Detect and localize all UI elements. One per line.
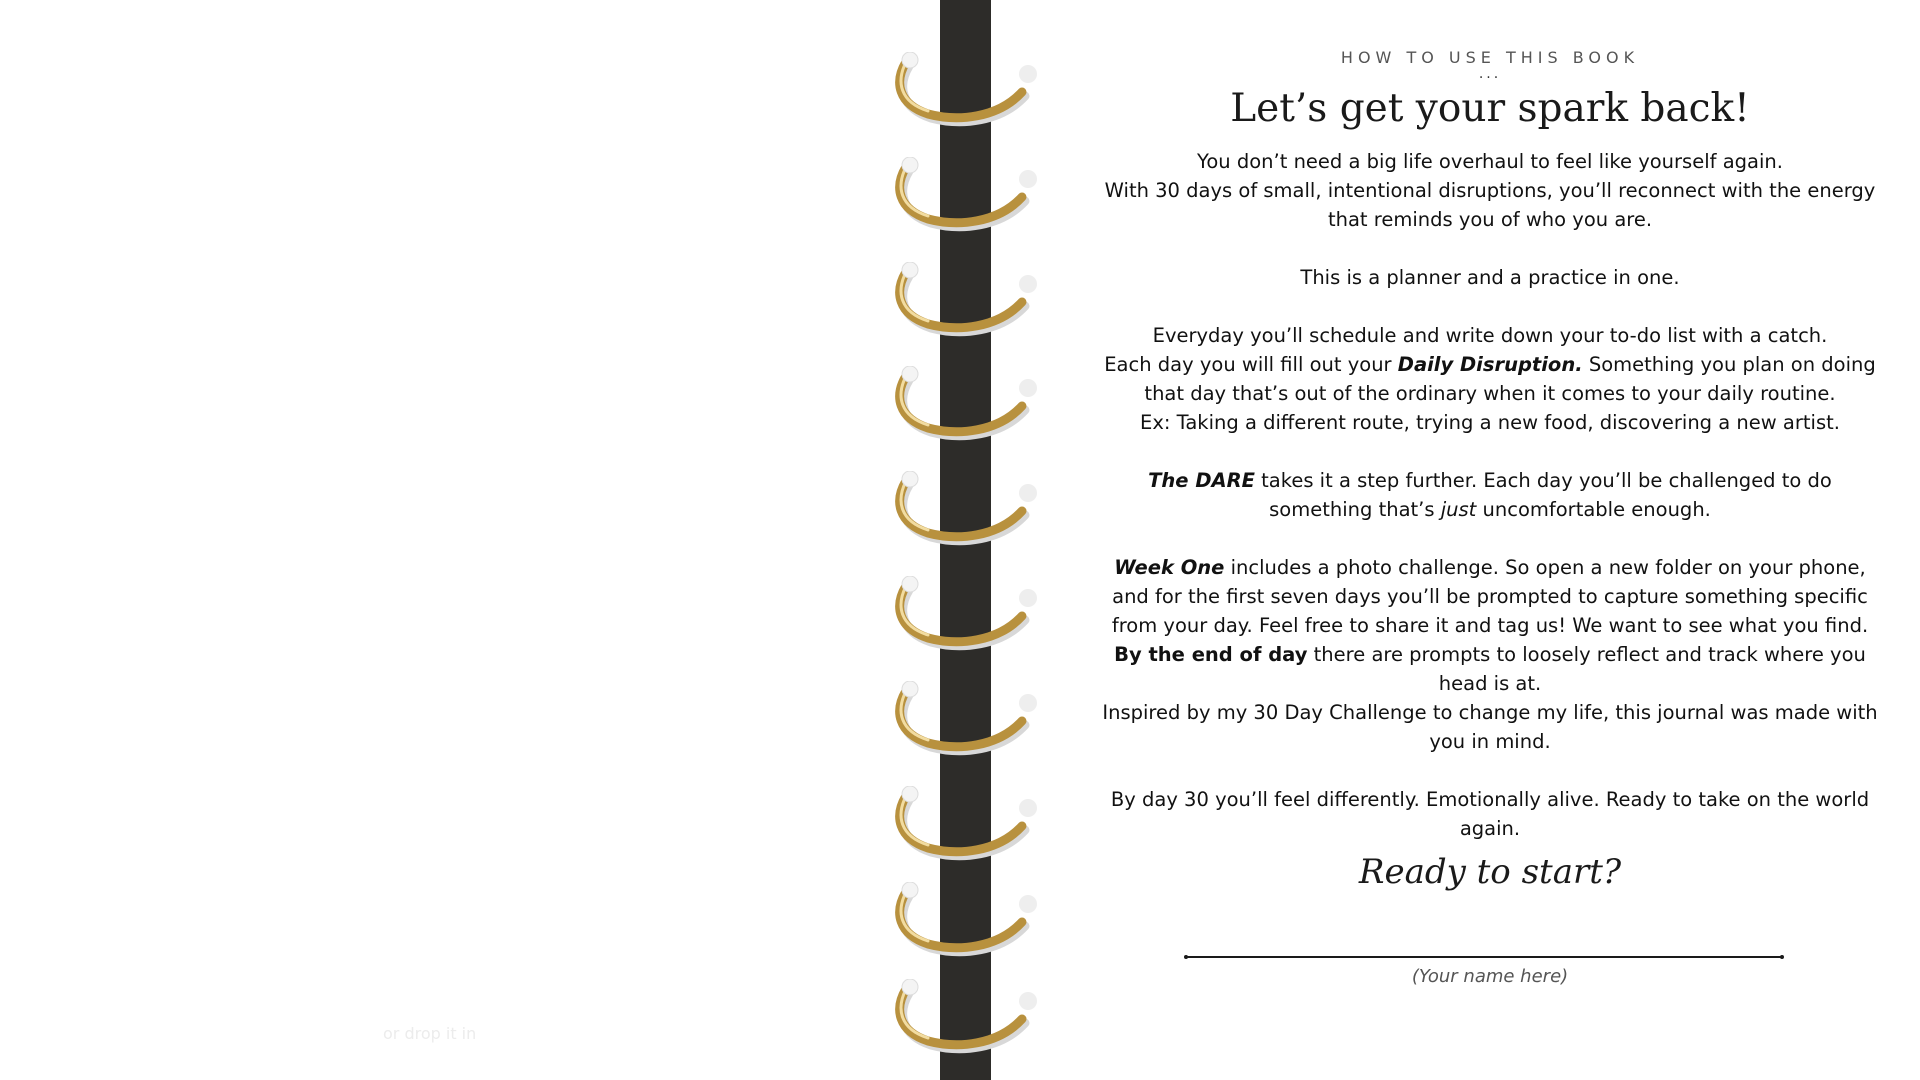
section-kicker: HOW TO USE THIS BOOK xyxy=(1340,48,1640,67)
week-one-rest: includes a photo challenge. So open a new folder on your phone, and for the first seven days you’ll be prompted to capture something specific from your day. Feel free to share it and tag us! We want to see what you find. xyxy=(1111,556,1869,637)
kicker-dots: ... xyxy=(1478,66,1502,82)
spiral-ring xyxy=(888,786,1042,862)
daily-disruption-paragraph xyxy=(1100,350,1880,408)
example-line: Ex: Taking a different route, trying a new food, discovering a new artist. xyxy=(1140,411,1840,434)
page-title: Let’s get your spark back! xyxy=(1230,86,1750,131)
spiral-ring xyxy=(888,262,1042,338)
daily-pre: Each day you will fill out your xyxy=(1104,353,1398,376)
week-one-paragraph xyxy=(1100,553,1880,640)
drop-hint[interactable]: or drop it in xyxy=(383,1024,477,1043)
end-of-day-rest: there are prompts to loosely reflect and track where you head is at. xyxy=(1307,643,1866,695)
spiral-ring xyxy=(888,366,1042,442)
intro-paragraph: With 30 days of small, intentional disruptions, you’ll reconnect with the energy that reminds you of who you are. xyxy=(1104,179,1876,231)
daily-disruption-term: Daily Disruption. xyxy=(1397,353,1583,376)
left-page xyxy=(0,0,940,1080)
spiral-ring xyxy=(888,157,1042,233)
inspired-paragraph: Inspired by my 30 Day Challenge to change my life, this journal was made with you in mind. xyxy=(1102,701,1878,753)
spiral-ring xyxy=(888,471,1042,547)
instructions-body xyxy=(1100,147,1880,843)
end-of-day-paragraph xyxy=(1100,640,1880,698)
dare-post: uncomfortable enough. xyxy=(1476,498,1711,521)
closing-paragraph: By day 30 you’ll feel differently. Emotionally alive. Ready to take on the world again. xyxy=(1110,788,1870,840)
signature-line[interactable] xyxy=(1184,952,1784,962)
planner-paragraph: This is a planner and a practice in one. xyxy=(1300,266,1680,289)
intro-line: You don’t need a big life overhaul to feel like yourself again. xyxy=(1197,150,1783,173)
dare-mid: takes it a step further. Each day you’ll be challenged to do something that’s xyxy=(1254,469,1832,521)
right-page xyxy=(1100,0,1880,1080)
week-one-term: Week One xyxy=(1114,556,1225,579)
dare-term: The DARE xyxy=(1148,469,1255,492)
daily-post: Something you plan on doing that day that’s out of the ordinary when it comes to your daily routine. xyxy=(1144,353,1876,405)
name-placeholder: (Your name here) xyxy=(1411,966,1569,987)
dare-emphasis: just xyxy=(1440,498,1477,521)
everyday-line: Everyday you’ll schedule and write down your to-do list with a catch. xyxy=(1152,324,1828,347)
spiral-ring xyxy=(888,52,1042,128)
spiral-ring xyxy=(888,681,1042,757)
dare-paragraph xyxy=(1100,466,1880,524)
spiral-ring xyxy=(888,882,1042,958)
spiral-ring xyxy=(888,979,1042,1055)
call-to-action: Ready to start? xyxy=(1358,852,1622,892)
end-of-day-term: By the end of day xyxy=(1114,643,1308,666)
spiral-ring xyxy=(888,576,1042,652)
